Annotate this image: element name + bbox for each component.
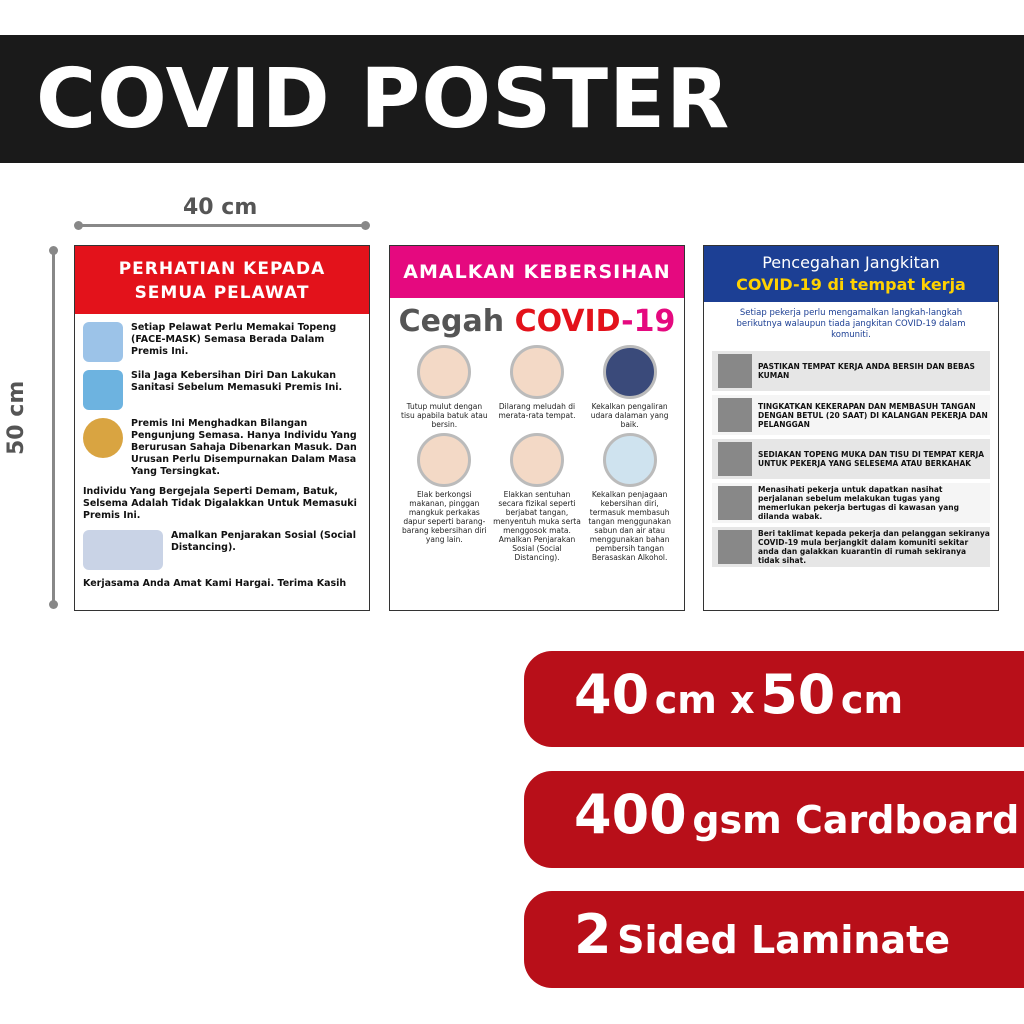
width-dot-right [361, 221, 370, 230]
material-label: gsm Cardboard [692, 798, 1020, 842]
header-banner [0, 35, 1024, 163]
advice-icon [718, 486, 752, 520]
poster-pencegahan [703, 245, 999, 611]
poster-perhatian [74, 245, 370, 611]
hygiene-item: Kekalkan pengaliran udara dalaman yang baik. [590, 402, 669, 429]
poster1-item: Amalkan Penjarakan Sosial (Social Distancing). [171, 530, 356, 553]
poster1-title-1: PERHATIAN KEPADA [118, 259, 326, 279]
laminate-badge [524, 891, 1024, 988]
height-dot-top [49, 246, 58, 255]
height-dot-bottom [49, 600, 58, 609]
page-title: COVID POSTER [36, 52, 731, 147]
spit-icon [510, 345, 564, 399]
gsm-value: 400 [574, 783, 687, 846]
mask-tissue-icon [718, 442, 752, 476]
size-unit: cm [840, 678, 904, 722]
no-sharing-icon [417, 433, 471, 487]
hygiene-item: Elak berkongsi makanan, pinggan mangkuk perkakas dapur seperti barang-barang kebersihan diri yang lain. [402, 490, 487, 544]
poster3-header [704, 246, 998, 302]
size-unit-x: cm x [654, 678, 755, 722]
cegah-text: Cegah [398, 304, 505, 339]
home-icon [718, 530, 752, 564]
poster2-title: AMALKAN KEBERSIHAN [390, 246, 684, 298]
hygiene-item: Elakkan sentuhan secara fizikal seperti berjabat tangan, menyentuh muka serta menggosok mata. Amalkan Penjarakan Sosial (Social Distancing). [493, 490, 581, 562]
workplace-item: PASTIKAN TEMPAT KERJA ANDA BERSIH DAN BEBAS KUMAN [758, 362, 975, 380]
height-label: 50 cm [4, 380, 29, 455]
ventilation-icon [603, 345, 657, 399]
size-height: 50 [760, 663, 836, 726]
workplace-item: Menasihati pekerja untuk dapatkan nasihat perjalanan sebelum melakukan tugas yang memerlukan pekerja bertugas di kawasan yang dilanda wabak. [758, 485, 959, 521]
height-line [52, 250, 55, 605]
hygiene-grid [390, 339, 684, 568]
clean-desk-icon [718, 354, 752, 388]
poster-kebersihan [389, 245, 685, 611]
poster1-item: Kerjasama Anda Amat Kami Hargai. Terima Kasih [83, 578, 347, 589]
material-badge [524, 771, 1024, 868]
laminate-label: Sided Laminate [617, 918, 951, 962]
cough-icon [417, 345, 471, 399]
distancing-icon [83, 530, 163, 570]
poster3-title-2: COVID-19 di tempat kerja [736, 275, 966, 294]
poster1-item: Setiap Pelawat Perlu Memakai Topeng (FACE-MASK) Semasa Berada Dalam Premis Ini. [131, 322, 337, 357]
hygiene-item: Tutup mulut dengan tisu apabila batuk atau bersin. [401, 402, 488, 429]
poster1-item: Sila Jaga Kebersihan Diri Dan Lakukan Sanitasi Sebelum Memasuki Premis Ini. [131, 370, 343, 393]
width-dot-left [74, 221, 83, 230]
hygiene-item: Kekalkan penjagaan kebersihan diri, termasuk membasuh tangan menggunakan sabun dan air atau menggunakan bahan pembersih tangan Berasaskan Alkohol. [588, 490, 671, 562]
covid-text: COVID [514, 304, 622, 339]
clock-icon [83, 418, 123, 458]
workplace-item: SEDIAKAN TOPENG MUKA DAN TISU DI TEMPAT KERJA UNTUK PEKERJA YANG SELESEMA ATAU BERKAHAK [758, 450, 985, 468]
poster1-item: Premis Ini Menghadkan Bilangan Pengunjung Semasa. Hanya Individu Yang Berurusan Sahaja Dibenarkan Masuk. Dan Urusan Perlu Disempurnakan Dalam Masa Yang Tersingkat. [131, 418, 357, 477]
laminate-count: 2 [574, 903, 612, 966]
covid-num: -19 [621, 304, 676, 339]
poster1-title-2: SEMUA PELAWAT [134, 283, 310, 303]
workplace-item: Beri taklimat kepada pekerja dan pelanggan sekiranya COVID-19 mula berjangkit dalam komuniti sekitar anda dan galakkan kuarantin di rumah sekiranya tidak sihat. [758, 529, 990, 565]
size-width: 40 [574, 663, 650, 726]
width-line [78, 224, 366, 227]
hygiene-item: Dilarang meludah di merata-rata tempat. [498, 402, 576, 420]
poster3-intro: Setiap pekerja perlu mengamalkan langkah-langkah berikutnya walaupun tiada jangkitan COVID-19 dalam komuniti. [736, 308, 966, 340]
no-handshake-icon [510, 433, 564, 487]
sanitizer-icon [83, 370, 123, 410]
mask-icon [83, 322, 123, 362]
handwash-icon [603, 433, 657, 487]
poster3-title-1: Pencegahan Jangkitan [762, 253, 940, 272]
poster1-item: Individu Yang Bergejala Seperti Demam, Batuk, Selsema Adalah Tidak Digalakkan Untuk Memasuki Premis Ini. [83, 486, 357, 521]
width-label: 40 cm [183, 195, 258, 220]
cegah-covid-heading [390, 304, 684, 339]
poster1-header [75, 246, 369, 314]
size-badge [524, 651, 1024, 747]
handwash-icon [718, 398, 752, 432]
workplace-item: TINGKATKAN KEKERAPAN DAN MEMBASUH TANGAN DENGAN BETUL (20 SAAT) DI KALANGAN PEKERJA DAN PELANGGAN [758, 401, 988, 429]
